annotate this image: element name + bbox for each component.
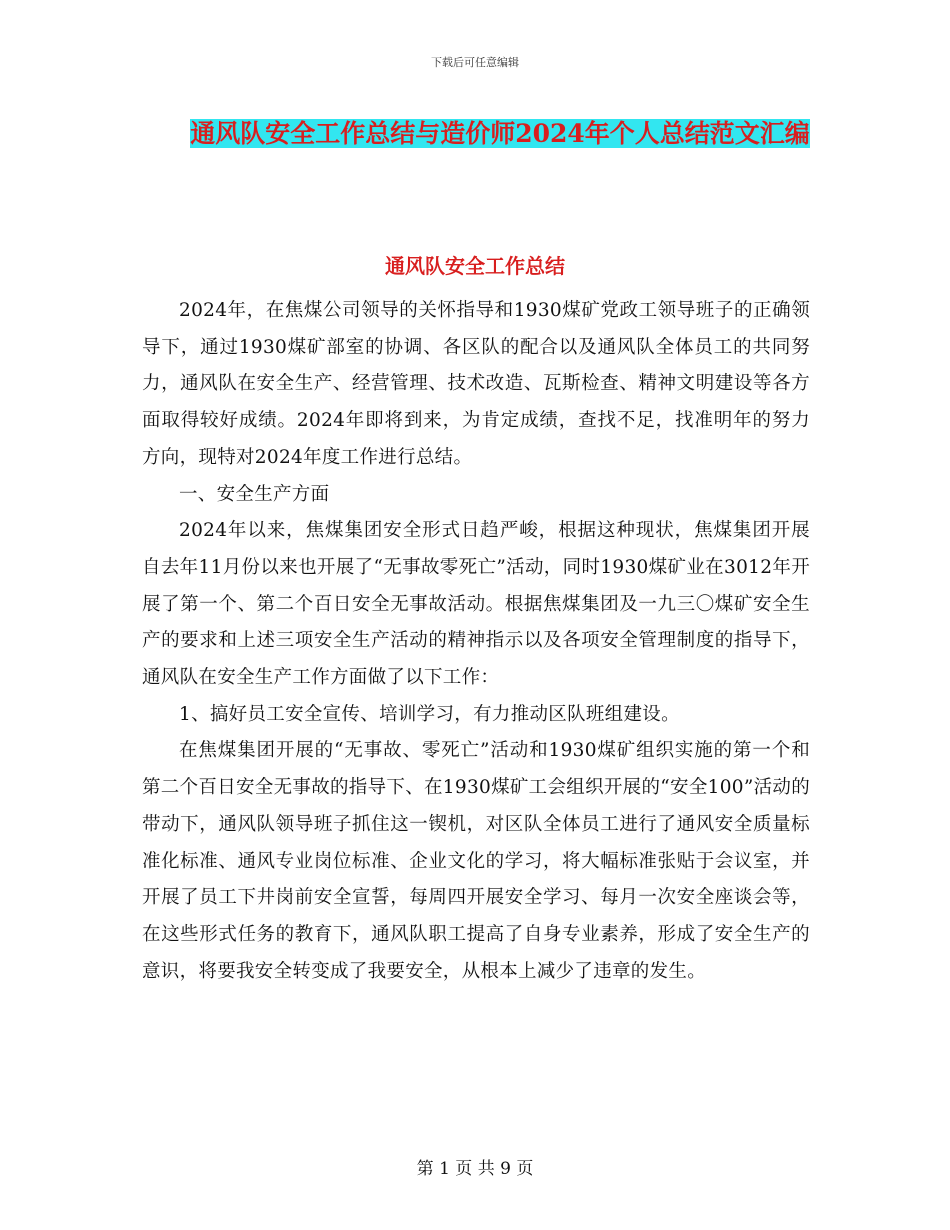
document-title-text: 通风队安全工作总结与造价师2024年个人总结范文汇编 <box>190 119 810 148</box>
page-footer: 第 1 页 共 9 页 <box>416 1159 534 1179</box>
section-title: 通风队安全工作总结 <box>385 254 565 278</box>
paragraph: 2024年以来，焦煤集团安全形式日趋严峻，根据这种现状，焦煤集团开展自去年11月份以来也开展了“无事故零死亡”活动，同时1930煤矿业在3012年开展了第一个、第二个百日安全无事故活动。根据焦煤集团及一九三〇煤矿安全生产的要求和上述三项安全生产活动的精神指示以及各项安全管理制度的指导下，通风队在安全生产工作方面做了以下工作： <box>142 520 810 689</box>
paragraph: 2024年，在焦煤公司领导的关怀指导和1930煤矿党政工领导班子的正确领导下，通过1930煤矿部室的协调、各区队的配合以及通风队全体员工的共同努力，通风队在安全生产、经营管理、技术改造、瓦斯检查、精神文明建设等各方面取得较好成绩。2024年即将到来，为肯定成绩，查找不足，找准明年的努力方向，现特对2024年度工作进行总结。 <box>142 300 810 468</box>
paragraph: 一、安全生产方面 <box>179 483 330 505</box>
paragraph: 1、搞好员工安全宣传、培训学习，有力推动区队班组建设。 <box>179 703 680 725</box>
paragraph: 在焦煤集团开展的“无事故、零死亡”活动和1930煤矿组织实施的第一个和第二个百日安全无事故的指导下、在1930煤矿工会组织开展的“安全100”活动的带动下，通风队领导班子抓住这一锲机，对区队全体员工进行了通风安全质量标准化标准、通风专业岗位标准、企业文化的学习，将大幅标准张贴于会议室，并开展了员工下井岗前安全宣誓，每周四开展安全学习、每月一次安全座谈会等，在这些形式任务的教育下，通风队职工提高了自身专业素养，形成了安全生产的意识，将要我安全转变成了我要安全，从根本上减少了违章的发生。 <box>142 740 811 982</box>
document-title <box>140 112 860 156</box>
header-note: 下载后可任意编辑 <box>431 56 519 69</box>
document-body <box>142 293 810 990</box>
